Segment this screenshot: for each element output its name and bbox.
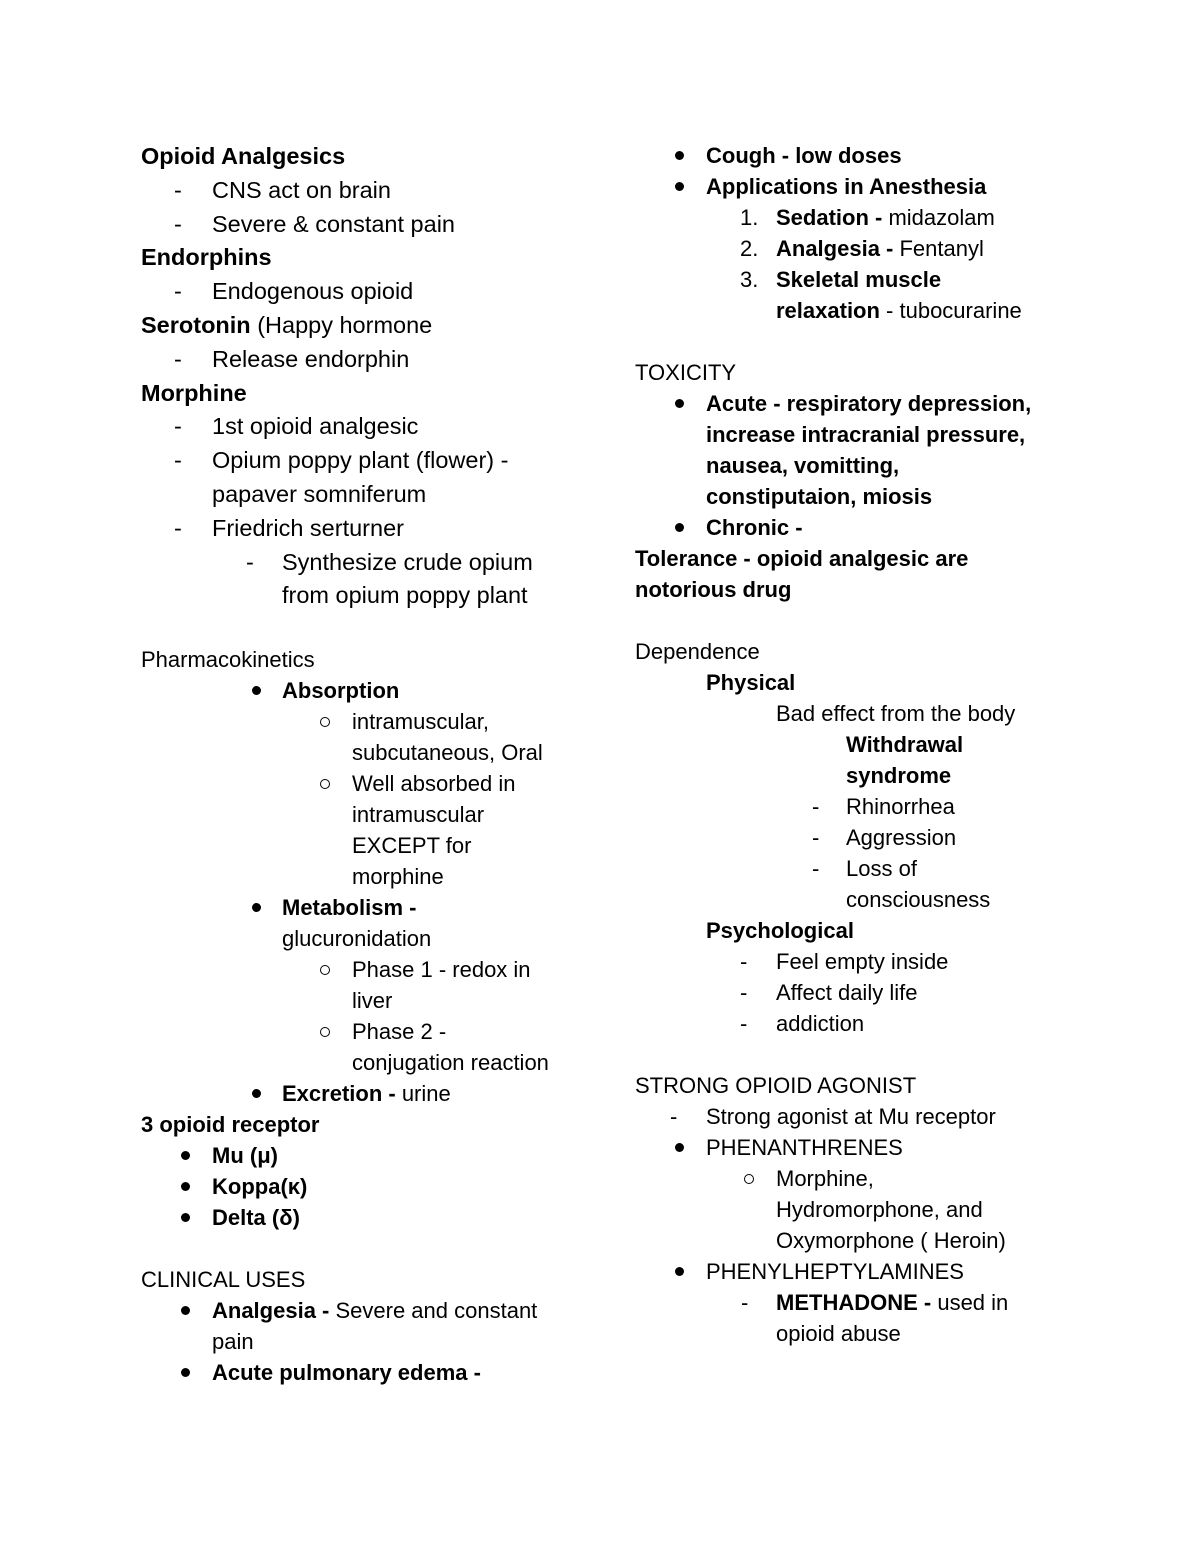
item-label: Metabolism -	[282, 895, 417, 921]
item-text: Acute pulmonary edema -	[212, 1360, 481, 1386]
list-item-symptom	[635, 791, 1075, 822]
list-item-metabolism	[141, 892, 581, 923]
list-item-receptor	[141, 1171, 581, 1202]
serotonin-note: (Happy hormone	[250, 311, 433, 338]
list-item	[635, 1101, 1075, 1132]
list-item	[141, 410, 581, 444]
circle-bullet-icon	[320, 965, 330, 975]
item-text: Severe & constant pain	[212, 210, 455, 237]
sub-list-item	[141, 546, 581, 580]
item-text: Release endorphin	[212, 345, 410, 372]
numbered-item	[635, 233, 1075, 264]
sub-list-item-continued: opioid abuse	[776, 1321, 901, 1346]
item-text: Strong agonist at Mu receptor	[706, 1104, 996, 1129]
item-text: Morphine,	[776, 1166, 874, 1191]
dash-marker: -	[174, 278, 182, 305]
dash-marker: -	[812, 794, 820, 819]
item-label: Analgesia -	[776, 236, 894, 261]
item-text: Friedrich serturner	[212, 514, 404, 541]
item-text: Aggression	[846, 825, 957, 850]
dash-marker: -	[670, 1104, 678, 1129]
item-text: intramuscular,	[352, 709, 489, 735]
heading-endorphins: Endorphins	[141, 244, 272, 271]
item-text: Synthesize crude opium	[282, 548, 533, 575]
list-item-continued: papaver somniferum	[212, 480, 427, 507]
heading-clinical-uses: CLINICAL USES	[141, 1267, 306, 1293]
bullet-icon	[181, 1368, 190, 1377]
sub-list-item-continued: conjugation reaction	[352, 1050, 549, 1076]
dash-marker: -	[174, 447, 182, 474]
heading-dependence: Dependence	[635, 639, 760, 664]
sub-list-item	[141, 954, 581, 985]
dash-marker: -	[740, 949, 748, 974]
list-item-excretion	[141, 1078, 581, 1109]
item-text: Well absorbed in	[352, 771, 516, 797]
bullet-icon	[675, 523, 684, 532]
list-item-phenylheptylamines	[635, 1256, 1075, 1287]
bullet-icon	[252, 686, 261, 695]
list-item-psych	[635, 977, 1075, 1008]
circle-bullet-icon	[744, 1174, 754, 1184]
list-item-receptor	[141, 1140, 581, 1171]
bullet-icon	[252, 1089, 261, 1098]
dash-marker: -	[174, 210, 182, 237]
list-item-continued: consciousness	[846, 887, 991, 912]
heading-strong-opioid-agonist: STRONG OPIOID AGONIST	[635, 1073, 917, 1098]
sub-list-item	[141, 706, 581, 737]
left-column	[141, 140, 581, 1388]
subheading-withdrawal: Withdrawal	[846, 732, 964, 757]
bullet-icon	[675, 1267, 684, 1276]
item-text: Opium poppy plant (flower) -	[212, 447, 509, 474]
sub-list-item	[141, 768, 581, 799]
item-text: Endogenous opioid	[212, 278, 414, 305]
subheading-psychological: Psychological	[706, 918, 854, 943]
list-item-symptom	[635, 822, 1075, 853]
numbered-item	[635, 202, 1075, 233]
item-text: Acute - respiratory depression,	[706, 391, 1032, 416]
number-marker: 2.	[740, 236, 759, 261]
item-text: Fentanyl	[893, 236, 984, 261]
item-text: Cough - low doses	[706, 143, 902, 168]
list-item-phenanthrenes	[635, 1132, 1075, 1163]
list-item-continued: nausea, vomitting,	[706, 453, 900, 478]
dash-marker: -	[740, 1011, 748, 1036]
item-text: used in	[931, 1290, 1009, 1315]
item-text: 1st opioid analgesic	[212, 413, 419, 440]
sub-list-item-continued: Hydromorphone, and	[776, 1197, 983, 1222]
serotonin-label: Serotonin	[141, 311, 251, 338]
bullet-icon	[675, 151, 684, 160]
dash-marker: -	[740, 980, 748, 1005]
item-text: Loss of	[846, 856, 917, 881]
physical-description: Bad effect from the body	[776, 701, 1016, 726]
bullet-icon	[181, 1182, 190, 1191]
item-text: midazolam	[882, 205, 995, 230]
item-text: PHENYLHEPTYLAMINES	[706, 1259, 964, 1284]
item-label: Sedation -	[776, 205, 883, 230]
item-text: - tubocurarine	[879, 298, 1022, 323]
item-text: Delta (δ)	[212, 1205, 300, 1231]
sub-list-item-continued: intramuscular	[352, 802, 485, 828]
list-item-absorption	[141, 675, 581, 706]
list-item	[141, 343, 581, 377]
list-item	[141, 208, 581, 242]
item-text: Koppa(κ)	[212, 1174, 308, 1200]
heading-morphine: Morphine	[141, 379, 247, 406]
list-item	[141, 275, 581, 309]
list-item-continued: pain	[212, 1329, 254, 1355]
item-text: Affect daily life	[776, 980, 918, 1005]
sub-list-item-continued: EXCEPT for	[352, 833, 472, 859]
number-marker: 3.	[740, 267, 759, 292]
item-text: addiction	[776, 1011, 865, 1036]
item-text: PHENANTHRENES	[706, 1135, 903, 1160]
tolerance-text-continued: notorious drug	[635, 577, 792, 602]
heading-toxicity: TOXICITY	[635, 360, 737, 385]
subheading-physical: Physical	[706, 670, 796, 695]
list-item	[141, 444, 581, 478]
dash-marker: -	[174, 176, 182, 203]
dash-marker: -	[812, 856, 820, 881]
item-text: Rhinorrhea	[846, 794, 955, 819]
list-item-anesthesia	[635, 171, 1075, 202]
list-item	[141, 512, 581, 546]
bullet-icon	[252, 903, 261, 912]
bullet-icon	[675, 399, 684, 408]
list-item-receptor	[141, 1202, 581, 1233]
item-text: Mu (μ)	[212, 1143, 278, 1169]
list-item-analgesia	[141, 1295, 581, 1326]
list-item-psych	[635, 946, 1075, 977]
subheading-withdrawal-continued: syndrome	[846, 763, 952, 788]
bullet-icon	[675, 182, 684, 191]
item-text: Phase 2 -	[352, 1019, 447, 1045]
item-text: urine	[395, 1081, 451, 1107]
tolerance-text: Tolerance - opioid analgesic are	[635, 546, 969, 571]
sub-list-item-continued: liver	[352, 988, 393, 1014]
circle-bullet-icon	[320, 717, 330, 727]
numbered-item	[635, 264, 1075, 295]
item-text: CNS act on brain	[212, 176, 391, 203]
list-item-chronic	[635, 512, 1075, 543]
dash-marker: -	[741, 1290, 749, 1315]
item-text: Applications in Anesthesia	[706, 174, 987, 199]
list-item-continued: constiputaion, miosis	[706, 484, 933, 509]
dash-marker: -	[246, 548, 254, 575]
heading-opioid-analgesics: Opioid Analgesics	[141, 143, 346, 169]
sub-list-item-continued: subcutaneous, Oral	[352, 740, 543, 766]
item-text: Chronic -	[706, 515, 803, 540]
bullet-icon	[181, 1213, 190, 1222]
dash-marker: -	[812, 825, 820, 850]
list-item-psych	[635, 1008, 1075, 1039]
item-text: Phase 1 - redox in	[352, 957, 531, 983]
bullet-icon	[181, 1151, 190, 1160]
item-text: Severe and constant	[329, 1298, 538, 1324]
sub-list-item-continued: from opium poppy plant	[282, 582, 528, 609]
sub-list-item	[635, 1163, 1075, 1194]
list-item-edema	[141, 1357, 581, 1388]
dash-marker: -	[174, 345, 182, 372]
item-label: relaxation	[776, 298, 880, 323]
list-item-acute	[635, 388, 1075, 419]
dash-marker: -	[174, 514, 182, 541]
item-text: Skeletal muscle	[776, 267, 942, 292]
dash-marker: -	[174, 413, 182, 440]
list-item	[141, 174, 581, 208]
sub-list-item	[141, 1016, 581, 1047]
bullet-icon	[675, 1143, 684, 1152]
number-marker: 1.	[740, 205, 759, 230]
heading-opioid-receptor: 3 opioid receptor	[141, 1112, 320, 1138]
item-label: Absorption	[282, 678, 400, 704]
item-label: Analgesia -	[212, 1298, 330, 1324]
circle-bullet-icon	[320, 779, 330, 789]
circle-bullet-icon	[320, 1027, 330, 1037]
item-text: Feel empty inside	[776, 949, 949, 974]
sub-list-item-methadone	[635, 1287, 1075, 1318]
sub-list-item-continued: morphine	[352, 864, 444, 890]
item-label: METHADONE -	[776, 1290, 932, 1315]
sub-list-item-continued: Oxymorphone ( Heroin)	[776, 1228, 1006, 1253]
list-item-symptom	[635, 853, 1075, 884]
right-column	[635, 140, 1075, 1349]
list-item-continued: glucuronidation	[282, 926, 432, 952]
list-item-continued: increase intracranial pressure,	[706, 422, 1026, 447]
item-label: Excretion -	[282, 1081, 396, 1107]
heading-pharmacokinetics: Pharmacokinetics	[141, 647, 315, 673]
numbered-item-continued	[635, 295, 1075, 326]
bullet-icon	[181, 1306, 190, 1315]
heading-serotonin	[141, 309, 581, 343]
list-item-cough	[635, 140, 1075, 171]
